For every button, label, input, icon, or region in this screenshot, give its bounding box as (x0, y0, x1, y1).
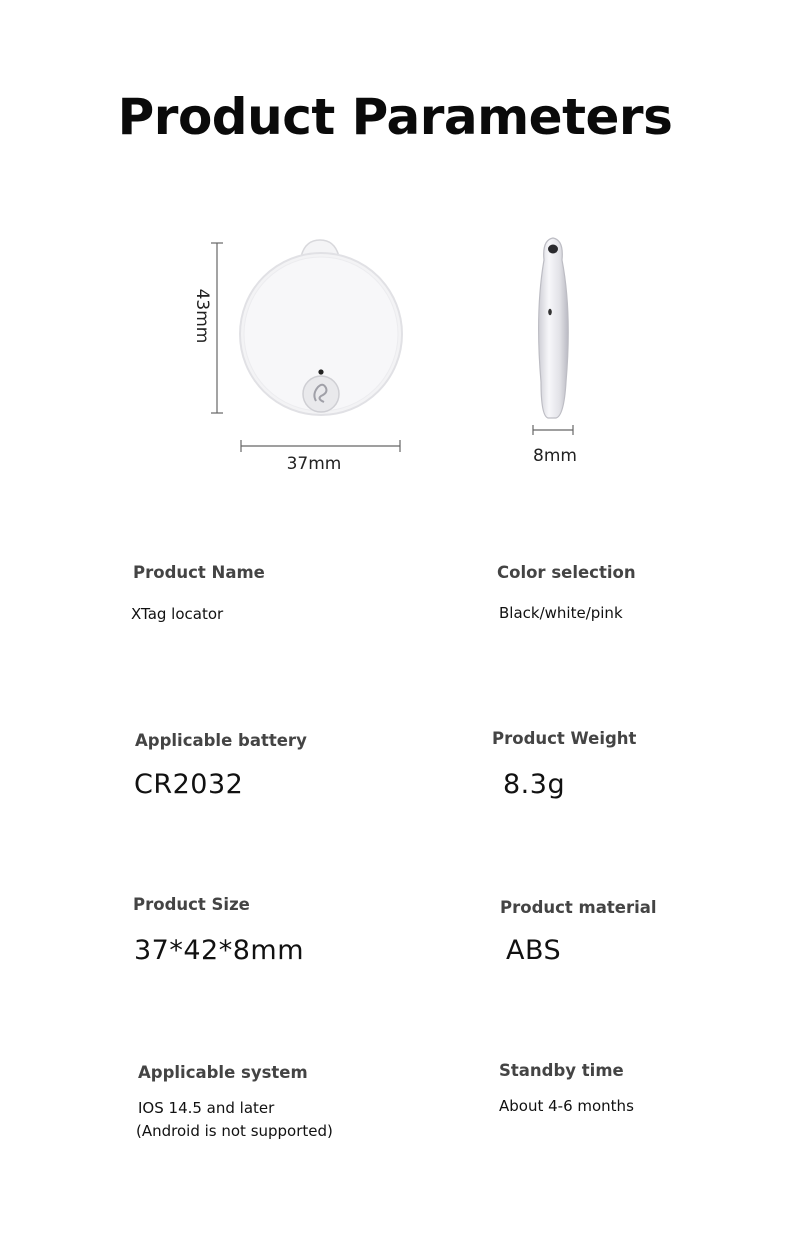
page-title: Product Parameters (117, 88, 673, 146)
product-size-value: 37*42*8mm (134, 935, 304, 966)
applicable-battery-label: Applicable battery (135, 731, 307, 750)
applicable-system-value-line1: IOS 14.5 and later (138, 1099, 275, 1117)
thickness-label: 8mm (533, 446, 577, 466)
color-selection-label: Color selection (497, 563, 636, 582)
product-weight-label: Product Weight (492, 729, 637, 748)
applicable-battery-value: CR2032 (134, 769, 244, 800)
applicable-system-label: Applicable system (138, 1063, 308, 1082)
height-label: 43mm (192, 288, 212, 344)
width-label: 37mm (286, 454, 342, 474)
product-material-value: ABS (506, 935, 562, 966)
device-side-view (520, 232, 590, 442)
product-name-label: Product Name (133, 563, 265, 582)
product-weight-value: 8.3g (503, 769, 566, 800)
product-name-value: XTag locator (131, 605, 224, 623)
standby-time-label: Standby time (499, 1061, 624, 1080)
product-material-label: Product material (500, 898, 657, 917)
color-selection-value: Black/white/pink (499, 604, 623, 622)
product-size-label: Product Size (133, 895, 250, 914)
applicable-system-value-line2: (Android is not supported) (136, 1122, 333, 1140)
device-front-view (200, 230, 430, 460)
device-button (303, 376, 339, 412)
standby-time-value: About 4-6 months (499, 1097, 634, 1115)
